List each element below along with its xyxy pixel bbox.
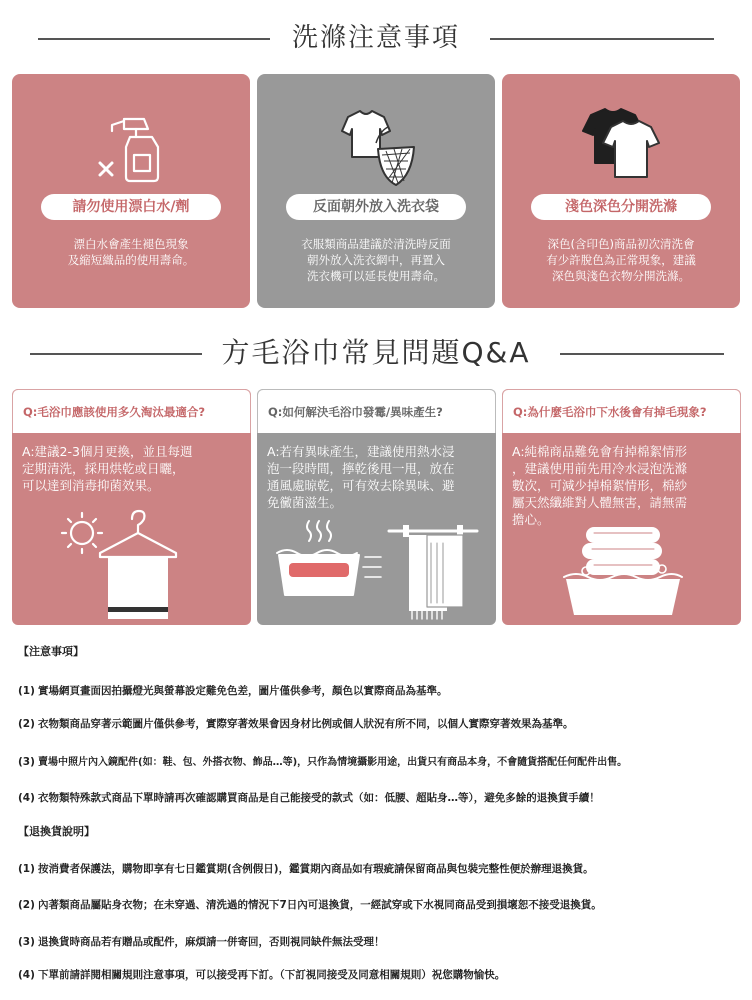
shirts-icon — [502, 96, 740, 196]
desc-line: 深色與淺色衣物分開洗滌。 — [552, 269, 690, 283]
spray-bottle-icon — [12, 96, 250, 196]
note-item — [18, 683, 748, 698]
qa-question: Q:如何解決毛浴巾發霉/異味產生? — [257, 389, 496, 433]
divider-right — [560, 353, 724, 355]
note-text: 實場網頁畫面因拍攝燈光與螢幕設定難免色差，圖片僅供參考，顏色以實際商品為基準。 — [38, 685, 448, 697]
return-number: (2) — [18, 899, 35, 911]
desc-line: 深色(含印色)商品初次清洗會 — [547, 237, 695, 251]
return-number: (3) — [18, 936, 35, 948]
note-number: (2) — [18, 718, 35, 730]
answer-line: A:若有異味產生，建議使用熱水浸 — [267, 444, 455, 459]
laundry-bag-desc — [257, 236, 495, 284]
no-bleach-label: 請勿使用漂白水/劑 — [41, 194, 221, 220]
separate-colors-label: 淺色深色分開洗滌 — [531, 194, 711, 220]
return-item — [18, 967, 748, 982]
note-number: (4) — [18, 792, 35, 804]
desc-line: 及縮短織品的使用壽命。 — [67, 253, 195, 267]
note-text: 衣物類商品穿著示範圖片僅供參考，實際穿著效果會因身材比例或個人狀況有所不同，以個人實際穿著效果為基準。 — [38, 718, 574, 730]
wash-card-laundry-bag — [257, 74, 495, 308]
divider-right — [490, 38, 714, 40]
qa-question: Q:為什麼毛浴巾下水後會有掉毛現象? — [502, 389, 741, 433]
note-number: (3) — [18, 756, 35, 768]
note-number: (1) — [18, 685, 35, 697]
answer-line: 定期清洗，採用烘乾或日曬， — [22, 461, 185, 476]
qa-answer — [22, 443, 242, 494]
soaking-basin-towel-rack-icon — [257, 495, 496, 625]
note-item — [18, 790, 748, 805]
note-item — [18, 753, 748, 768]
note-text: 衣物類特殊款式商品下單時請再次確認購買商品是自己能接受的款式（如：低腰、超貼身…等），避免多餘的退換貨手續！ — [38, 792, 600, 804]
desc-line: 衣服類商品建議於清洗時反面 — [301, 237, 451, 251]
answer-line: ，建議使用前先用冷水浸泡洗滌 — [512, 461, 688, 476]
qa-title-text: 方毛浴巾常見問題Q&A — [221, 336, 531, 369]
qa-section-title — [0, 333, 752, 373]
answer-line: 擔心。 — [512, 512, 550, 527]
answer-line: A:建議2-3個月更換，並且每週 — [22, 444, 193, 459]
returns-heading: 【退換貨說明】 — [18, 825, 95, 838]
return-text: 內著類商品屬貼身衣物；在未穿過、清洗過的情況下7日內可退換貨，一經試穿或下水視同商品受到損壞恕不接受退換貨。 — [38, 899, 602, 911]
desc-line: 朝外放入洗衣網中，再置入 — [307, 253, 445, 267]
wash-section-title — [0, 18, 752, 58]
return-item — [18, 934, 748, 949]
qa-card-replace — [12, 389, 251, 625]
qa-card-shedding — [502, 389, 741, 625]
note-item — [18, 716, 748, 731]
answer-line: 可以達到消毒抑菌效果。 — [22, 478, 160, 493]
notes-heading: 【注意事項】 — [18, 645, 84, 658]
answer-line: 免黴菌滋生。 — [267, 495, 343, 510]
wash-title-text: 洗滌注意事項 — [291, 23, 460, 53]
folded-towels-basin-icon — [502, 495, 741, 625]
note-text: 賣場中照片內入鏡配件(如：鞋、包、外搭衣物、飾品…等)，只作為情境攝影用途，出貨只有商品本身，不會隨貨搭配任何配件出售。 — [38, 757, 628, 768]
return-text: 退換貨時商品若有贈品或配件，麻煩請一併寄回，否則視同缺件無法受理！ — [38, 936, 385, 948]
return-text: 下單前請詳閱相關規則注意事項，可以接受再下訂。（下訂視同接受及同意相關規則）祝您購物愉快。 — [38, 969, 506, 981]
qa-question: Q:毛浴巾應該使用多久淘汰最適合? — [12, 389, 251, 433]
no-bleach-desc — [12, 236, 250, 268]
answer-line: 屬天然纖維對人體無害，請無需 — [512, 495, 688, 510]
return-number: (4) — [18, 969, 35, 981]
towel-hanger-sun-icon — [12, 495, 251, 625]
wash-card-separate-colors — [502, 74, 740, 308]
wash-card-no-bleach — [12, 74, 250, 308]
return-number: (1) — [18, 863, 35, 875]
desc-line: 洗衣機可以延長使用壽命。 — [307, 269, 445, 283]
laundry-bag-icon — [257, 96, 495, 196]
answer-line: 通風處晾乾，可有效去除異味、避 — [267, 478, 455, 493]
desc-line: 有少許脫色為正常現象，建議 — [546, 253, 696, 267]
laundry-bag-label: 反面朝外放入洗衣袋 — [286, 194, 466, 220]
answer-line: 數次，可減少掉棉絮情形，棉紗 — [512, 478, 688, 493]
separate-colors-desc — [502, 236, 740, 284]
answer-line: 泡一段時間，擰乾後甩一甩，放在 — [267, 461, 455, 476]
qa-card-odor — [257, 389, 496, 625]
return-item — [18, 897, 748, 912]
return-item — [18, 861, 748, 876]
answer-line: A:純棉商品難免會有掉棉絮情形 — [512, 444, 688, 459]
desc-line: 漂白水會產生褪色現象 — [73, 237, 189, 251]
return-text: 按消費者保護法，購物即享有七日鑑賞期(含例假日)，鑑賞期內商品如有瑕疵請保留商品與包裝完整性便於辦理退換貨。 — [38, 863, 594, 875]
